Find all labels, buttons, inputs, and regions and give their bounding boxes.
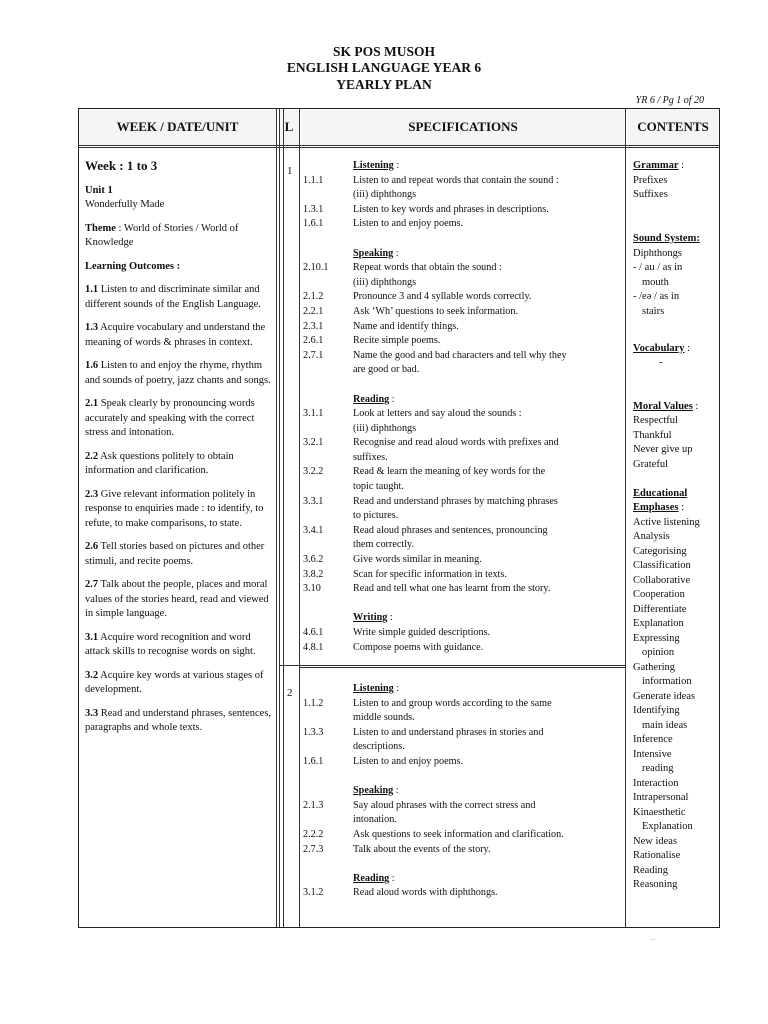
spec-text: Look at letters and say aloud the sounds : bbox=[353, 408, 522, 420]
learning-outcome: 2.6 Tell stories based on pictures and other stimuli, and recite poems. bbox=[85, 541, 265, 567]
educational-emphasis: opinion bbox=[642, 647, 675, 658]
spec-text: Read & learn the meaning of key words for the bbox=[353, 466, 546, 478]
col-header-week: WEEK / DATE/UNIT bbox=[79, 109, 276, 145]
spec-item bbox=[303, 755, 621, 770]
spec-item bbox=[303, 290, 621, 305]
spec-item bbox=[303, 582, 621, 597]
spec-item bbox=[303, 626, 621, 641]
learning-outcome: 2.1 Speak clearly by pronouncing words accurately and speaking with the correct stress and intonation. bbox=[85, 398, 255, 438]
spec-code bbox=[303, 509, 353, 524]
specifications-week-1 bbox=[303, 159, 621, 655]
educational-emphasis: Cooperation bbox=[633, 589, 685, 600]
reading-section-title: Reading : bbox=[353, 393, 395, 405]
sound-system-title: Sound System: bbox=[633, 233, 700, 244]
spec-code: 3.6.2 bbox=[303, 554, 324, 566]
spec-item bbox=[303, 568, 621, 583]
learning-outcome: 2.3 Give relevant information politely in response to enquiries made : to identify, to refute, to make comparisons, to state. bbox=[85, 488, 264, 529]
spec-code: 1.3.3 bbox=[303, 726, 324, 738]
spec-text: descriptions. bbox=[353, 741, 405, 753]
spec-code: 2.7.3 bbox=[303, 843, 324, 855]
spec-text: intonation. bbox=[353, 814, 397, 826]
vocabulary-title: Vocabulary bbox=[633, 342, 685, 354]
spec-item bbox=[303, 174, 621, 189]
spec-code: 3.2.2 bbox=[303, 466, 324, 478]
educational-emphases-title: Educational bbox=[633, 487, 688, 499]
grammar-title: Grammar bbox=[633, 160, 679, 171]
educational-emphasis: Categorising bbox=[633, 545, 687, 557]
spec-item bbox=[303, 217, 621, 232]
spec-item bbox=[303, 465, 621, 480]
spec-text: suffixes. bbox=[353, 451, 388, 463]
week-number-2: 2 bbox=[287, 687, 293, 699]
spec-code bbox=[303, 711, 353, 726]
spec-text: Listen to and enjoy poems. bbox=[353, 755, 464, 767]
learning-outcome: 3.2 Acquire key words at various stages of development. bbox=[85, 669, 264, 695]
spec-item bbox=[303, 495, 621, 510]
theme-label: Theme bbox=[85, 222, 116, 234]
spec-text: (iii) diphthongs bbox=[353, 189, 417, 201]
spec-item bbox=[303, 349, 621, 364]
spec-item bbox=[303, 886, 621, 901]
spec-item bbox=[303, 641, 621, 656]
educational-emphasis: Classification bbox=[633, 560, 691, 571]
spec-item bbox=[303, 813, 621, 828]
spec-item bbox=[303, 407, 621, 422]
spec-item bbox=[303, 538, 621, 553]
spec-code bbox=[303, 813, 353, 828]
spec-text: Listen to and repeat words that contain the sound : bbox=[353, 174, 559, 186]
spec-text: (iii) diphthongs bbox=[353, 422, 417, 434]
spec-code: 1.6.1 bbox=[303, 218, 324, 230]
spec-item bbox=[303, 828, 621, 843]
moral-values-title: Moral Values bbox=[633, 400, 693, 412]
educational-emphasis: Rationalise bbox=[633, 850, 681, 861]
unit-number: Unit 1 bbox=[85, 184, 113, 196]
spec-text: (iii) diphthongs bbox=[353, 276, 417, 288]
spec-code: 2.1.3 bbox=[303, 799, 324, 811]
week-range: Week : 1 to 3 bbox=[85, 158, 158, 173]
educational-emphasis: Expressing bbox=[633, 632, 680, 644]
educational-emphasis: Reasoning bbox=[633, 879, 678, 890]
learning-outcomes-title: Learning Outcomes : bbox=[85, 260, 181, 272]
sound-item: stairs bbox=[642, 305, 665, 317]
specifications-week-2 bbox=[303, 682, 621, 901]
educational-emphasis: Differentiate bbox=[633, 603, 687, 615]
sound-item: - / au / as in bbox=[633, 262, 683, 273]
spec-item bbox=[303, 203, 621, 218]
educational-emphasis: Explanation bbox=[633, 618, 684, 629]
spec-text: topic taught. bbox=[353, 481, 404, 493]
spec-item bbox=[303, 799, 621, 814]
reading-section-title: Reading : bbox=[353, 872, 395, 884]
spec-text: Read and understand phrases by matching phrases bbox=[353, 495, 558, 507]
grammar-item: Suffixes bbox=[633, 189, 668, 200]
theme-text: : World of Stories / World of Knowledge bbox=[85, 222, 239, 248]
spec-item bbox=[303, 740, 621, 755]
listening-section-title: Listening : bbox=[353, 160, 400, 171]
spec-item bbox=[303, 334, 621, 349]
week-number-1: 1 bbox=[287, 165, 293, 177]
learning-outcome: 1.1 Listen to and discriminate similar and different sounds of the English Language. bbox=[85, 284, 261, 310]
learning-outcome: 3.1 Acquire word recognition and word attack skills to recognise words on sight. bbox=[85, 631, 256, 657]
spec-code: 3.10 bbox=[303, 583, 321, 595]
spec-text: to pictures. bbox=[353, 510, 399, 522]
spec-text: Listen to and enjoy poems. bbox=[353, 218, 464, 230]
spec-item bbox=[303, 422, 621, 437]
column-divider bbox=[625, 109, 626, 927]
spec-text: Name and identify things. bbox=[353, 320, 459, 332]
header-divider bbox=[79, 147, 719, 148]
spec-code: 2.3.1 bbox=[303, 320, 324, 332]
spec-code: 3.1.2 bbox=[303, 887, 324, 899]
spec-code: 3.1.1 bbox=[303, 408, 324, 420]
spec-text: Recognise and read aloud words with prefixes and bbox=[353, 437, 559, 449]
spec-item bbox=[303, 843, 621, 858]
educational-emphasis: Intrapersonal bbox=[633, 792, 689, 803]
spec-item bbox=[303, 726, 621, 741]
spec-item bbox=[303, 553, 621, 568]
col-header-l: L bbox=[279, 109, 299, 145]
subject-title: ENGLISH LANGUAGE YEAR 6 bbox=[286, 60, 482, 75]
educational-emphasis: Analysis bbox=[633, 531, 670, 542]
spec-text: Repeat words that obtain the sound : bbox=[353, 262, 502, 274]
spec-item bbox=[303, 509, 621, 524]
week-unit-cell bbox=[85, 159, 277, 745]
spec-code bbox=[303, 188, 353, 203]
spec-item bbox=[303, 711, 621, 726]
moral-value: Respectful bbox=[633, 415, 678, 426]
spec-text: Talk about the events of the story. bbox=[353, 843, 491, 855]
educational-emphasis: Generate ideas bbox=[633, 690, 696, 702]
spec-code: 3.8.2 bbox=[303, 568, 324, 580]
spec-code: 4.6.1 bbox=[303, 627, 324, 638]
spec-code bbox=[303, 480, 353, 495]
spec-text: Say aloud phrases with the correct stress and bbox=[353, 799, 536, 811]
educational-emphasis: Reading bbox=[633, 864, 668, 876]
spec-item bbox=[303, 697, 621, 712]
week-divider bbox=[299, 667, 625, 668]
spec-item bbox=[303, 436, 621, 451]
educational-emphasis: Active listening bbox=[633, 516, 700, 528]
spec-text: Scan for specific information in texts. bbox=[353, 568, 507, 580]
school-name: SK POS MUSOH bbox=[332, 44, 435, 59]
spec-code bbox=[303, 422, 353, 437]
spec-code: 2.10.1 bbox=[303, 262, 329, 274]
spec-code: 2.6.1 bbox=[303, 335, 324, 347]
spec-code: 4.8.1 bbox=[303, 641, 324, 653]
educational-emphasis: Inference bbox=[633, 734, 673, 745]
spec-code: 2.1.2 bbox=[303, 291, 324, 303]
spec-code: 1.6.1 bbox=[303, 755, 324, 767]
spec-text: Listen to and group words according to the same bbox=[353, 697, 552, 709]
educational-emphasis: New ideas bbox=[633, 835, 678, 847]
spec-code: 3.3.1 bbox=[303, 495, 324, 507]
learning-outcome: 3.3 Read and understand phrases, sentences, paragraphs and whole texts. bbox=[85, 707, 272, 733]
spec-code: 1.1.1 bbox=[303, 174, 324, 186]
educational-emphasis: Kinaesthetic bbox=[633, 806, 686, 818]
educational-emphasis: information bbox=[642, 676, 692, 687]
educational-emphasis: Interaction bbox=[633, 777, 679, 789]
contents-cell: Grammar : Prefixes Suffixes Sound System: Diphthongs - / au / as in mouth - /eə / as in stairs Vocabulary : - Moral Values : Respectful Thankful Never give up Grateful Educational Emphases : Active listening Analysis Categorising Classification Collaborative Cooperation Differentiate Explanation Expressing opinion Gathering information Generate ideas Identifying main ideas Inference Intensive reading Interaction Intrapersonal Kinaesthetic Explanation New ideas Rationalise Reading Reasoning bbox=[633, 159, 719, 893]
spec-item bbox=[303, 480, 621, 495]
sound-item: - /eə / as in bbox=[633, 291, 680, 302]
spec-text: Pronounce 3 and 4 syllable words correctly. bbox=[353, 291, 532, 303]
spec-item bbox=[303, 305, 621, 320]
column-divider bbox=[279, 109, 284, 927]
spec-code: 3.2.1 bbox=[303, 437, 324, 449]
learning-outcome: 1.6 Listen to and enjoy the rhyme, rhythm and sounds of poetry, jazz chants and songs. bbox=[85, 360, 271, 386]
educational-emphasis: reading bbox=[642, 763, 674, 774]
educational-emphasis: main ideas bbox=[642, 719, 688, 731]
spec-item bbox=[303, 188, 621, 203]
plan-title: YEARLY PLAN bbox=[336, 77, 432, 92]
educational-emphasis: Collaborative bbox=[633, 574, 691, 586]
theme bbox=[85, 222, 277, 251]
spec-text: Recite simple poems. bbox=[353, 335, 441, 347]
moral-value: Never give up bbox=[633, 444, 693, 455]
spec-item bbox=[303, 261, 621, 276]
spec-item bbox=[303, 320, 621, 335]
educational-emphasis: Identifying bbox=[633, 705, 680, 716]
spec-text: Compose poems with guidance. bbox=[353, 641, 484, 653]
spec-text: Listen to and understand phrases in stories and bbox=[353, 726, 544, 738]
educational-emphasis: Gathering bbox=[633, 661, 675, 673]
grammar-item: Prefixes bbox=[633, 174, 668, 186]
learning-outcomes-list bbox=[85, 283, 277, 736]
listening-section-title: Listening : bbox=[353, 683, 400, 694]
col-header-contents: CONTENTS bbox=[627, 109, 719, 145]
spec-code bbox=[303, 740, 353, 755]
spec-item bbox=[303, 363, 621, 378]
educational-emphasis: Intensive bbox=[633, 748, 672, 760]
spec-item bbox=[303, 276, 621, 291]
moral-value: Grateful bbox=[633, 458, 668, 470]
spec-text: Read aloud phrases and sentences, pronouncing bbox=[353, 524, 548, 536]
sound-item: mouth bbox=[642, 276, 669, 288]
spec-text: Listen to key words and phrases in descriptions. bbox=[353, 203, 549, 215]
speaking-section-title: Speaking : bbox=[353, 785, 399, 797]
spec-text: Write simple guided descriptions. bbox=[353, 627, 491, 638]
column-divider bbox=[299, 109, 300, 927]
spec-code: 2.2.2 bbox=[303, 828, 324, 840]
spec-text: middle sounds. bbox=[353, 712, 415, 724]
writing-section-title: Writing : bbox=[353, 612, 393, 624]
footer-mark: ... bbox=[650, 934, 656, 942]
spec-text: are good or bad. bbox=[353, 364, 420, 376]
vocabulary-item: - bbox=[659, 357, 663, 368]
spec-code bbox=[303, 363, 353, 378]
spec-text: Give words similar in meaning. bbox=[353, 554, 482, 566]
spec-item bbox=[303, 524, 621, 539]
spec-code bbox=[303, 538, 353, 553]
unit-title: Wonderfully Made bbox=[85, 199, 165, 210]
spec-code: 2.7.1 bbox=[303, 349, 324, 361]
spec-text: Name the good and bad characters and tell why they bbox=[353, 349, 567, 361]
spec-code: 2.2.1 bbox=[303, 305, 324, 317]
spec-code bbox=[303, 276, 353, 291]
educational-emphasis: Explanation bbox=[642, 821, 693, 832]
sound-item: Diphthongs bbox=[633, 247, 683, 259]
speaking-section-title: Speaking : bbox=[353, 247, 399, 259]
spec-text: them correctly. bbox=[353, 539, 414, 551]
spec-text: Read and tell what one has learnt from the story. bbox=[353, 583, 551, 595]
spec-item bbox=[303, 451, 621, 466]
learning-outcome: 2.2 Ask questions politely to obtain information and clarification. bbox=[85, 450, 234, 476]
moral-value: Thankful bbox=[633, 429, 672, 441]
spec-text: Read aloud words with diphthongs. bbox=[353, 887, 498, 899]
spec-code: 1.3.1 bbox=[303, 203, 324, 215]
week-divider bbox=[279, 665, 625, 666]
spec-code: 3.4.1 bbox=[303, 524, 324, 536]
page-reference: YR 6 / Pg 1 of 20 bbox=[635, 95, 704, 106]
educational-emphases-title-2: Emphases bbox=[633, 502, 679, 513]
learning-outcome: 2.7 Talk about the people, places and moral values of the stories heard, read and viewed in simple language. bbox=[85, 579, 269, 619]
yearly-plan-table bbox=[78, 108, 720, 928]
educational-emphases-list bbox=[633, 516, 719, 893]
spec-code: 1.1.2 bbox=[303, 697, 324, 709]
learning-outcome: 1.3 Acquire vocabulary and understand the meaning of words & phrases in context. bbox=[85, 322, 266, 348]
spec-text: Ask questions to seek information and clarification. bbox=[353, 828, 564, 840]
spec-text: Ask ‘Wh’ questions to seek information. bbox=[353, 305, 519, 317]
header-divider bbox=[79, 145, 719, 146]
spec-code bbox=[303, 451, 353, 466]
col-header-specifications: SPECIFICATIONS bbox=[301, 109, 625, 145]
